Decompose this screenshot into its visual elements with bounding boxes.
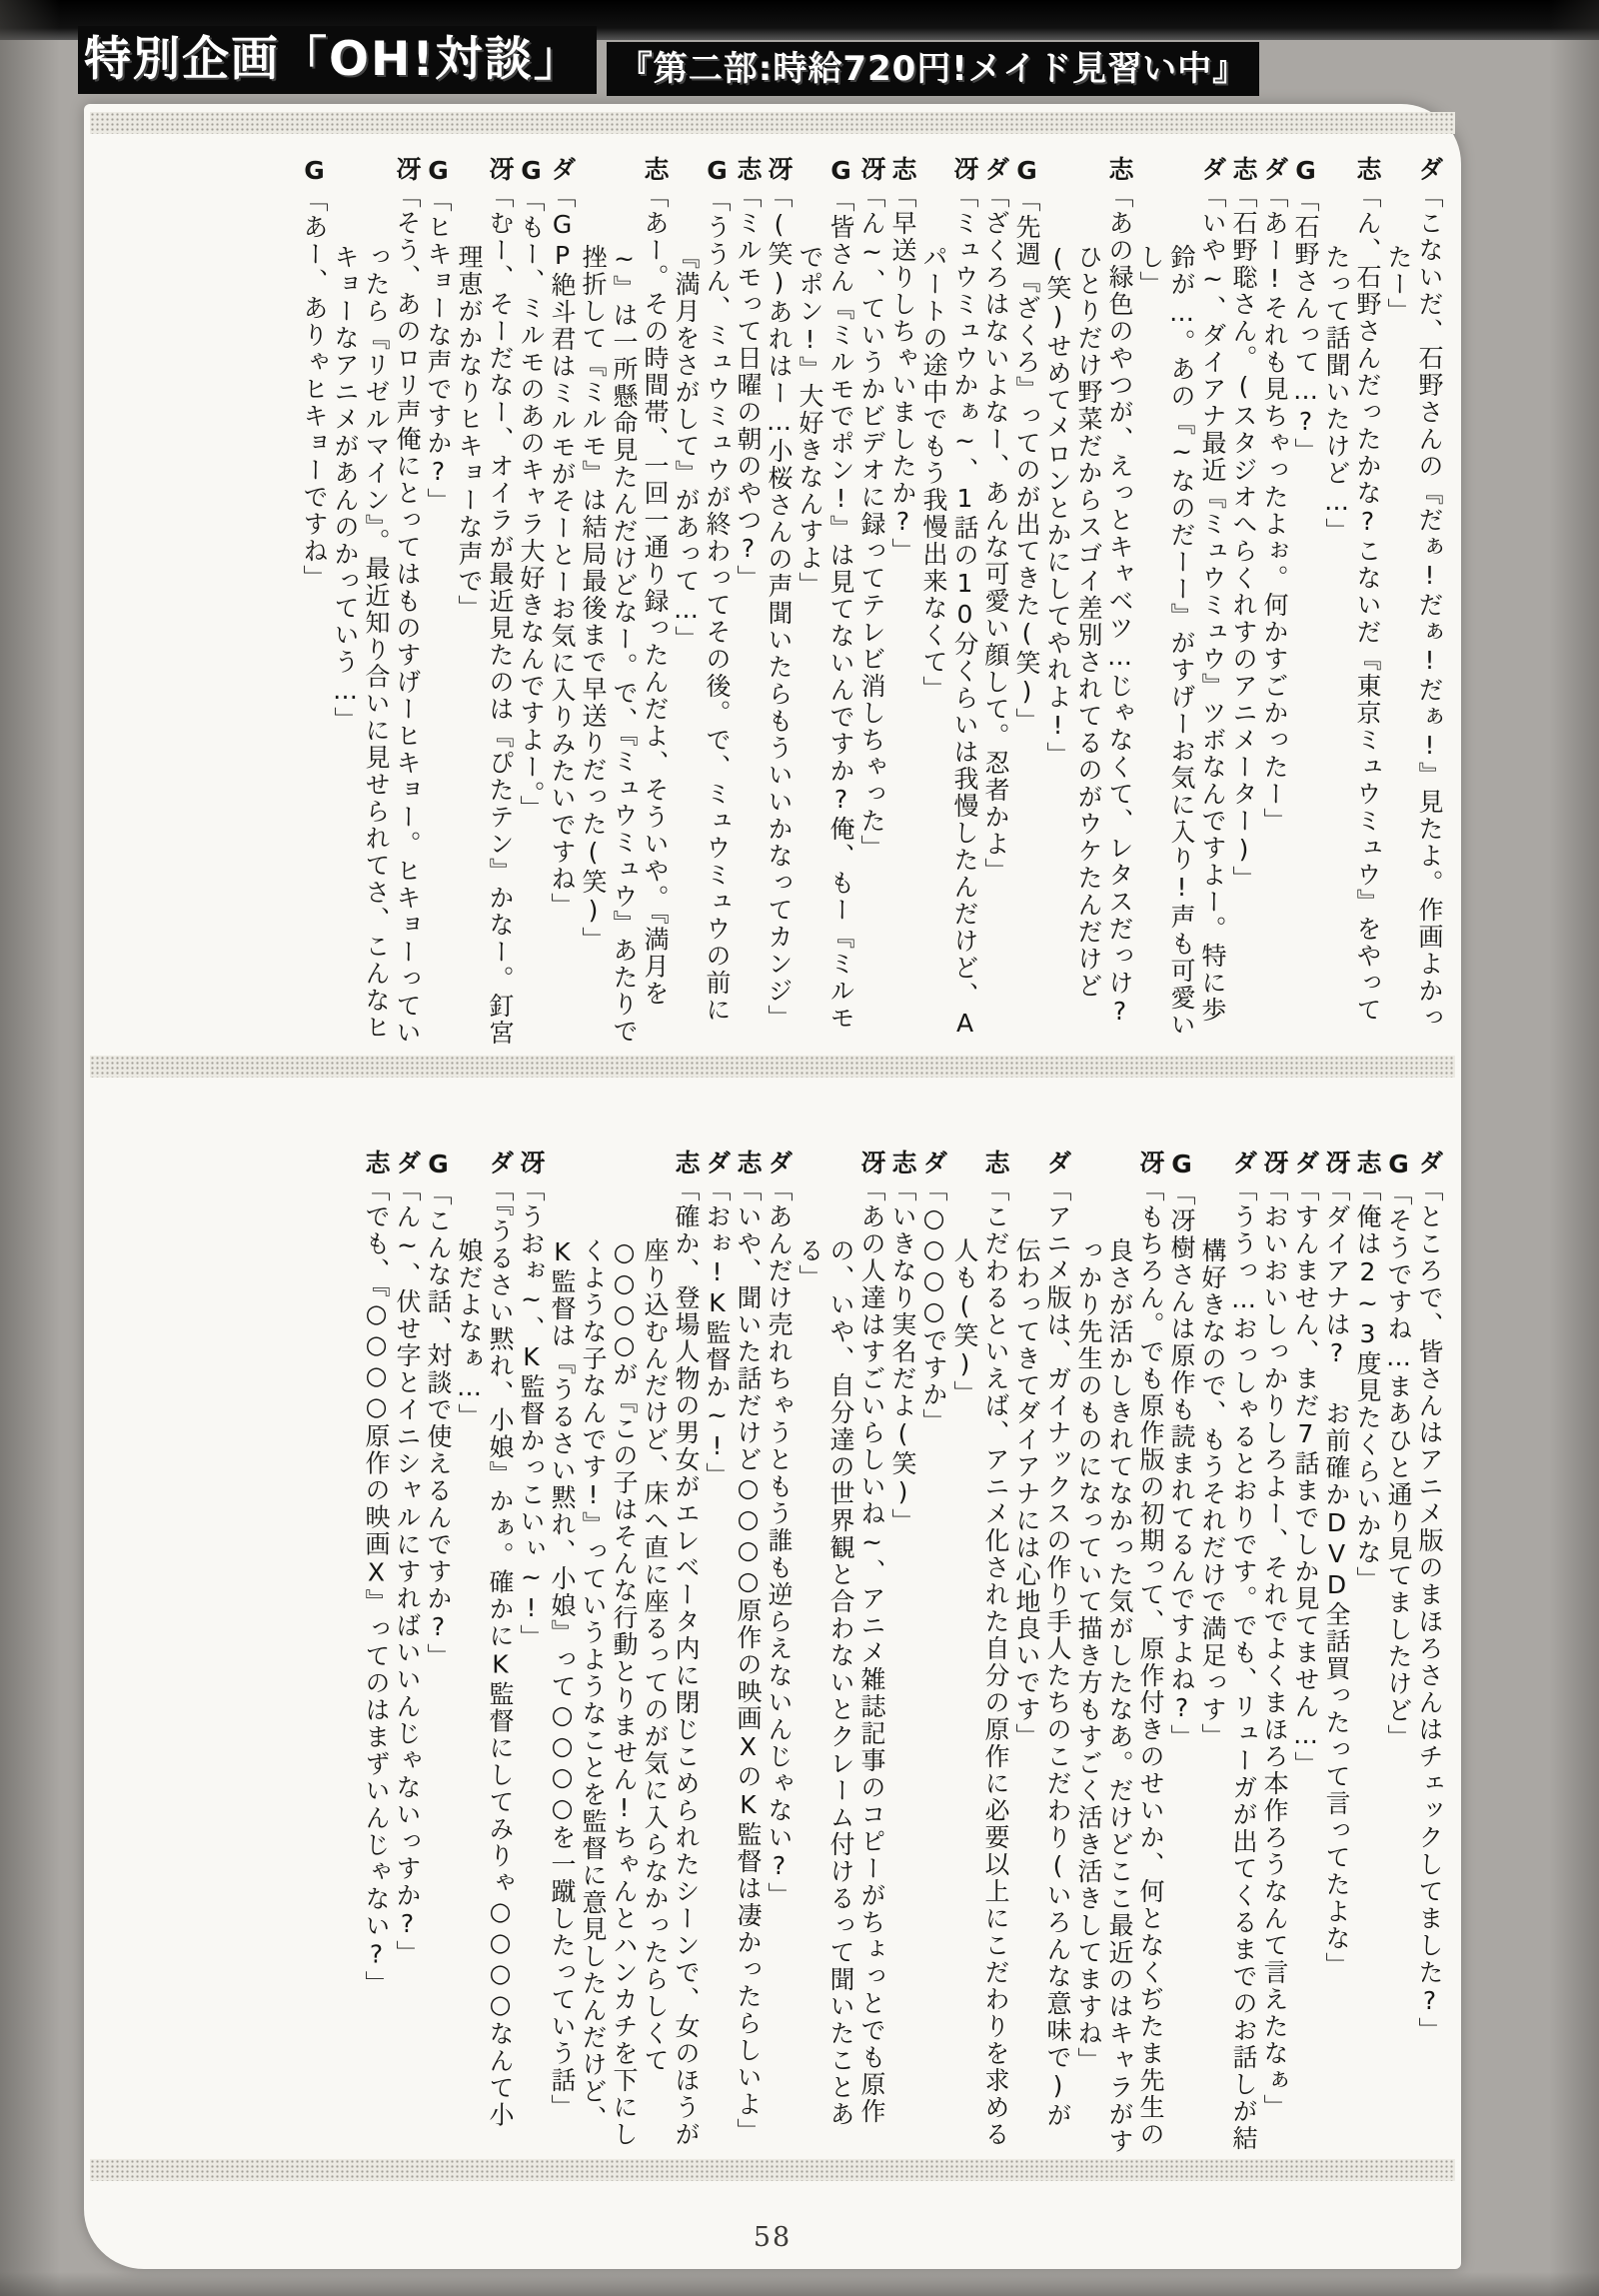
utterance	[918, 1149, 949, 2155]
speaker-label: ダ	[1415, 1149, 1444, 1176]
speaker-label: 志	[672, 1149, 701, 1176]
utterance	[671, 156, 733, 1050]
halftone-band-divider	[90, 1056, 1455, 1078]
utterance	[423, 1149, 454, 2155]
utterance-text: 「ミルモって日曜の朝のやつ?」	[734, 183, 763, 592]
page-header	[78, 26, 1259, 96]
speaker-label: 冴	[857, 1149, 886, 1176]
utterance-text: 「『うるさい黙れ、小娘』かぁ。確かにK監督にしてみりゃ○○○○なんて小娘だよなぁ…」	[455, 1176, 515, 2129]
utterance-text: 「ダイアナは? お前確かDVD全話買ったって言ってたよな」	[1322, 1176, 1351, 1979]
utterance	[1197, 1149, 1259, 2155]
utterance-text: 「ざくろはないよなー、あんな可愛い顔して。忍者かよ」	[981, 183, 1010, 885]
utterance	[1383, 1149, 1414, 2155]
speaker-label: 冴	[1260, 1149, 1289, 1176]
utterance	[547, 1149, 702, 2155]
speaker-label: 志	[888, 156, 917, 183]
utterance	[1321, 1149, 1352, 2155]
utterance-text: 「ところで、皆さんはアニメ版のまほろさんはチェックしてました?」	[1415, 1176, 1444, 2044]
utterance-text: 「いきなり実名だよ(笑)」	[888, 1176, 917, 1535]
content-card	[84, 104, 1461, 2269]
utterance	[1011, 1149, 1073, 2155]
dialogue-section-bottom	[98, 1149, 1445, 2155]
speaker-label: 冴	[517, 1149, 546, 1176]
speaker-label: 志	[1105, 156, 1134, 183]
utterance	[733, 156, 764, 1050]
utterance	[1228, 156, 1259, 1050]
speaker-label: ダ	[1291, 1149, 1320, 1176]
utterance-text: 「ううっ…おっしゃるとおりです。でも、リューガが出てくるまでのお話しが結構好きなので、もうそれだけで満足っす」	[1198, 1176, 1258, 2152]
utterance	[918, 156, 980, 1050]
speaker-label: G	[1167, 1149, 1196, 1180]
page-subtitle: 『第二部:時給720円!メイド見習い中』	[607, 42, 1259, 96]
speaker-label: 冴	[486, 156, 515, 183]
speaker-label: ダ	[1229, 1149, 1258, 1176]
speaker-label: 志	[888, 1149, 917, 1176]
speaker-label: 志	[734, 1149, 763, 1176]
speaker-label: 志	[981, 1149, 1010, 1176]
speaker-label: ダ	[393, 1149, 422, 1176]
utterance	[764, 1149, 795, 2155]
utterance-text: 「ん、石野さんだったかな?こないだ『東京ミュウミュウ』をやってたって話聞いたけど…」	[1322, 183, 1382, 1024]
utterance-text: 「ううん、ミュウミュウが終わってその後。で、ミュウミュウの前に『満月をさがして』があって…」	[672, 187, 732, 1024]
speaker-label: G	[424, 156, 453, 187]
utterance	[454, 1149, 516, 2155]
speaker-label: 志	[1353, 156, 1382, 183]
utterance-text: 「ヒキョーな声ですか?」	[424, 187, 453, 515]
utterance-text: 「先週『ざくろ』ってのが出てきた(笑)」	[1012, 187, 1041, 735]
utterance	[949, 1149, 1011, 2155]
speaker-label: ダ	[548, 156, 577, 183]
halftone-band-bottom	[90, 2159, 1455, 2181]
speaker-label: G	[703, 156, 732, 187]
page-title: 特別企画「OH!対談」	[78, 26, 597, 94]
utterance-text: 「むー、そーだなー、オイラが最近見たのは『ぴたテン』かなー。釘宮理恵がかなりヒキョーな声で」	[455, 183, 515, 1047]
utterance	[1073, 1149, 1166, 2155]
speaker-label: ダ	[1415, 156, 1444, 183]
utterance	[1042, 156, 1135, 1050]
speaker-label: 志	[734, 156, 763, 183]
scan-edge-bottom	[0, 2272, 1599, 2296]
utterance	[1290, 1149, 1321, 2155]
speaker-label: 冴	[1322, 1149, 1351, 1176]
utterance	[980, 156, 1011, 1050]
utterance	[1011, 156, 1042, 1050]
utterance	[1135, 156, 1228, 1050]
utterance-text: 「こないだ、石野さんの『だぁ!だぁ!だぁ!』見たよ。作画よかったー」	[1384, 183, 1444, 1032]
speaker-label: 冴	[950, 156, 979, 183]
speaker-label: G	[300, 156, 329, 187]
utterance	[1290, 156, 1321, 1050]
utterance	[795, 156, 856, 1050]
utterance	[887, 156, 918, 1050]
speaker-label: 志	[641, 156, 670, 183]
speaker-label: 冴	[765, 156, 794, 183]
utterance	[887, 1149, 918, 2155]
speaker-label: ダ	[486, 1149, 515, 1176]
utterance-text: 「いや~、ダイアナ最近『ミュウミュウ』ツボなんですよー。特に歩鈴が…。あの『~なのだーー』がすげーお気に入り!声も可愛いし」	[1136, 183, 1227, 1039]
utterance-text: 「アニメ版は、ガイナックスの作り手人たちのこだわり(いろんな意味で)が伝わってきてダイアナには心地良いです」	[1012, 1176, 1072, 2129]
speaker-label: G	[1012, 156, 1041, 187]
utterance-text: 「(笑)あれはー…小桜さんの声聞いたらもういいかなってカンジ」	[765, 183, 794, 1032]
speaker-label: ダ	[1198, 156, 1227, 183]
utterance-text: 「こんな話、対談で使えるんですか?」	[424, 1180, 453, 1670]
utterance-text: 「ミュウミュウかぁ~、1話の10分くらいは我慢したんだけど、Aパートの途中でもう我慢出来なくて」	[919, 183, 979, 1040]
speaker-label: ダ	[765, 1149, 794, 1176]
utterance-text: 「あー。その時間帯、一回一通り録ったんだよ、そういや。『満月を~』は一所懸命見たんだけどなー。で、『ミュウミュウ』あたりで挫折して『ミルモ』は結局最後まで早送りだった(笑)」	[579, 183, 670, 1046]
utterance-text: 「石野さんって…?」	[1291, 187, 1320, 465]
utterance	[1321, 156, 1383, 1050]
utterance-text: 「ん~、ていうかビデオに録ってテレビ消しちゃった」	[857, 183, 886, 862]
utterance-text: 「皆さん『ミルモでポン!』は見てないんですか?俺、もー『ミルモでポン!』大好きなんすよ」	[796, 187, 855, 1032]
utterance-text: 「ん~、伏せ字とイニシャルにすればいいんじゃないっすか?」	[393, 1176, 422, 1967]
utterance	[702, 1149, 733, 2155]
utterance-text: 「もー、ミルモのあのキャラ大好きなんですよー。」	[517, 187, 546, 823]
utterance-text: 「そうですね…まあひと通り見てましたけど」	[1384, 1180, 1413, 1751]
speaker-label: 志	[1353, 1149, 1382, 1176]
utterance	[1352, 1149, 1383, 2155]
utterance-text: 「あの人達はすごいらしいね~、アニメ雑誌記事のコピーがちょっとでも原作の、いや、自分達の世界観と合わないとクレーム付けるって聞いたことある」	[796, 1176, 886, 2128]
scan-edge-left	[0, 0, 60, 2296]
utterance-text: 「おぉ!K監督か~!」	[703, 1176, 732, 1489]
utterance-text: 「いや、聞いた話だけど○○○○原作の映画XのK監督は凄かったらしいよ」	[734, 1176, 763, 2145]
utterance-text: 「早送りしちゃいましたか?」	[888, 183, 917, 565]
utterance	[1259, 1149, 1290, 2155]
utterance-text: 「そう、あのロリ声俺にとってはものすげーヒキョー。ヒキョーっていったら『リゼルマイン』。最近知り合いに見せられてさ、こんなヒキョーなアニメがあんのかっていう…」	[331, 183, 422, 1047]
speaker-label: 冴	[857, 156, 886, 183]
utterance-text: 「GP絶斗君はミルモがそーとーお気に入りみたいですね」	[548, 183, 577, 920]
speaker-label: 冴	[1136, 1149, 1165, 1176]
utterance-text: 「おいおいしっかりしろよー、それでよくまほろ本作ろうなんて言えたなぁ」	[1260, 1176, 1289, 2121]
utterance	[1383, 156, 1445, 1050]
utterance	[516, 1149, 547, 2155]
utterance-text: 「冴樹さんは原作も読まれてるんですよね?」	[1167, 1180, 1196, 1751]
utterance	[1166, 1149, 1197, 2155]
scan-edge-right	[1549, 0, 1599, 2296]
utterance	[795, 1149, 887, 2155]
utterance	[1414, 1149, 1445, 2155]
utterance-text: 「あんだけ売れちゃうともう誰も逆らえないんじゃない?」	[765, 1176, 794, 1909]
utterance-text: 「でも、『○○○○原作の映画X』ってのはまずいんじゃない?」	[362, 1176, 391, 1998]
utterance-text: 「あの緑色のやつが、えっとキャベツ…じゃなくて、レタスだっけ?ひとりだけ野菜だからスゴイ差別されてるのがウケたんだけど(笑)せめてメロンとかにしてやれよ!」	[1043, 183, 1134, 1028]
utterance	[547, 156, 578, 1050]
speaker-label: ダ	[1260, 156, 1289, 183]
utterance	[423, 156, 454, 1050]
speaker-label: G	[1291, 156, 1320, 187]
utterance	[764, 156, 795, 1050]
utterance-text: 「もちろん。でも原作版の初期って、原作付きのせいか、何となくぢたま先生の良さが活かしきれてなかった気がしたなあ。だけどここ最近のはキャラがすっかり先生のものになっていて描き方もすごく活き活きしてますね」	[1074, 1176, 1165, 2155]
speaker-label: G	[517, 156, 546, 187]
utterance-text: 「○○○○ですか」	[919, 1176, 948, 1435]
speaker-label: ダ	[1043, 1149, 1072, 1176]
utterance	[516, 156, 547, 1050]
utterance-text: 「確か、登場人物の男女がエレベータ内に閉じこめられたシーンで、女のほうが座り込むんだけど、床へ直に座るってのが気に入らなかったらしくて○○○○が『この子はそんな行動とりません!ちゃんとハンカチを下にしくような子なんです!』っていうようなことを監督に意見したんだけど、K監督は『うるさい黙れ、小娘』って○○○○を一蹴したっていう話」	[548, 1176, 701, 2148]
utterance-text: 「石野聡さん。(スタジオへらくれすのアニメーター)」	[1229, 183, 1258, 893]
utterance	[733, 1149, 764, 2155]
utterance	[330, 156, 423, 1050]
utterance-text: 「うおぉ~、K監督かっこいぃ~!」	[517, 1176, 546, 1651]
utterance-text: 「あー、ありゃヒキョーですね」	[300, 187, 329, 592]
page-number: 58	[753, 2222, 793, 2253]
speaker-label: ダ	[703, 1149, 732, 1176]
halftone-band-top	[90, 112, 1455, 134]
speaker-label: 志	[362, 1149, 391, 1176]
speaker-label: 冴	[393, 156, 422, 183]
dialogue-section-top	[98, 156, 1445, 1050]
utterance-text: 「俺は2~3度見たくらいかな」	[1353, 1176, 1382, 1593]
speaker-label: G	[424, 1149, 453, 1180]
utterance-text: 「すんません、まだ7話までしか見てません…」	[1291, 1176, 1320, 1778]
utterance	[392, 1149, 423, 2155]
speaker-label: G	[826, 156, 855, 187]
utterance	[856, 156, 887, 1050]
utterance	[299, 156, 330, 1050]
utterance-text: 「あー!それも見ちゃったよぉ。何かすごかったー」	[1260, 183, 1289, 835]
speaker-label: G	[1384, 1149, 1413, 1180]
utterance	[361, 1149, 392, 2155]
utterance-text: 「こだわるといえば、アニメ化された自分の原作に必要以上にこだわりを求める人も(笑)」	[950, 1176, 1010, 2148]
speaker-label: ダ	[981, 156, 1010, 183]
speaker-label: 志	[1229, 156, 1258, 183]
utterance	[454, 156, 516, 1050]
utterance	[1259, 156, 1290, 1050]
speaker-label: ダ	[919, 1149, 948, 1176]
utterance	[578, 156, 671, 1050]
